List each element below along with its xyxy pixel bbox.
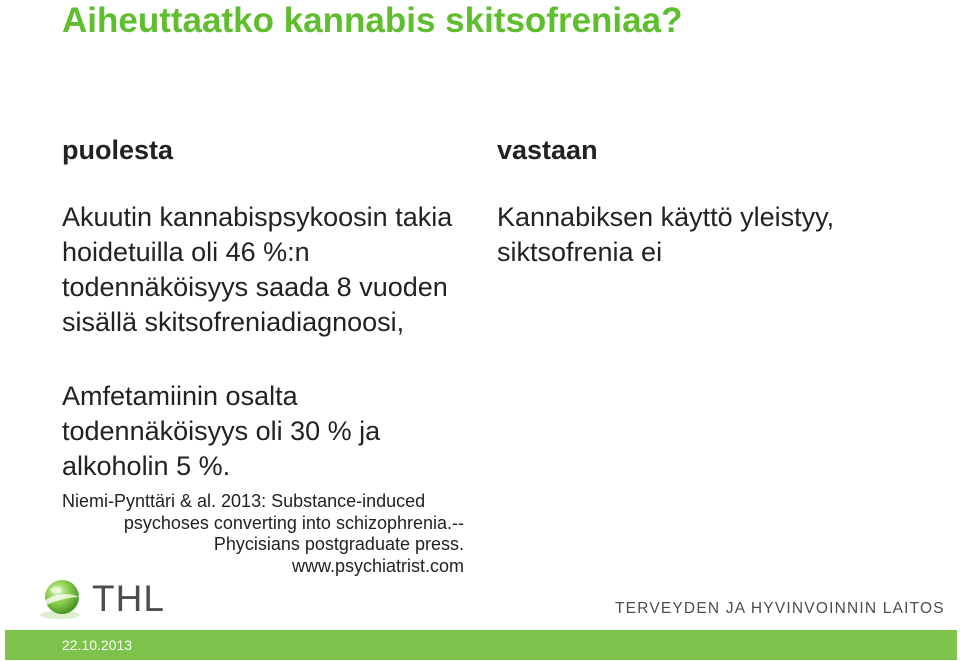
- against-paragraph: Kannabiksen käyttö yleistyy, siktsofrenia ei: [497, 202, 835, 267]
- slide-title: Aiheuttaatko kannabis skitsofreniaa?: [62, 1, 683, 40]
- for-column-heading: puolesta: [62, 135, 174, 165]
- organization-name: TERVEYDEN JA HYVINVOINNIN LAITOS: [615, 600, 945, 617]
- citation-line-4: www.psychiatrist.com: [291, 555, 464, 576]
- for-paragraph-1: Akuutin kannabispsykoosin takia hoidetuilla oli 46 %:n todennäköisyys saada 8 vuoden sisällä skitsofreniadiagnoosi,: [62, 202, 453, 337]
- thl-logo: [36, 577, 176, 621]
- logo-text: THL: [92, 578, 165, 619]
- against-column-heading: vastaan: [497, 135, 598, 165]
- for-paragraph-2: Amfetamiinin osalta todennäköisyys oli 30 % ja alkoholin 5 %.: [62, 381, 381, 481]
- citation-line-2: psychoses converting into schizophrenia.--: [123, 512, 464, 533]
- green-sphere-logo-icon: [36, 577, 82, 621]
- citation: [62, 491, 464, 577]
- footer-bar: [5, 630, 957, 660]
- citation-line-1: Niemi-Pynttäri & al. 2013: Substance-induced: [62, 491, 426, 511]
- citation-line-3: Phycisians postgraduate press.: [213, 534, 464, 554]
- footer-date: 22.10.2013: [62, 637, 133, 653]
